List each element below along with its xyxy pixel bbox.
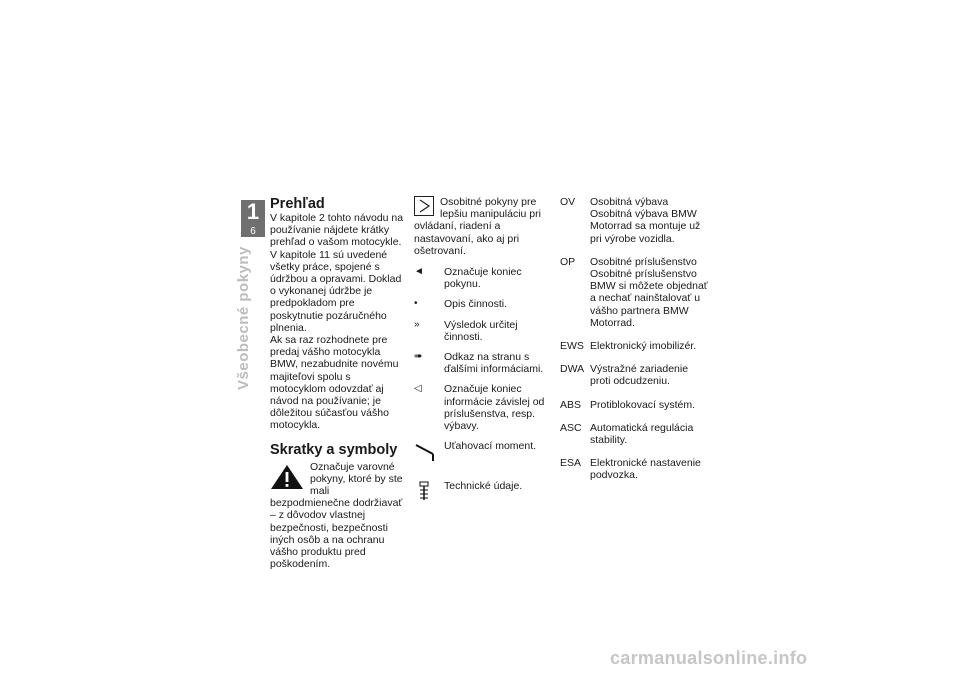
abbr-ov: OV Osobitná výbava Osobitná výbava BMW Motorrad sa montuje už pri výrobe vozidla. bbox=[560, 196, 701, 245]
symbol-row-end: ◄ Označuje koniec pokynu. bbox=[414, 266, 522, 291]
bullet-icon: • bbox=[414, 298, 418, 310]
column-abbreviations bbox=[560, 196, 710, 493]
overview-paragraph-1: V kapitole 2 tohto návodu na používanie nájdete krátky prehľad o vašom motocykle. V kapitole 11 sú uvedené všetky práce, spojené s údržbou a opravami. Doklad o vykonanej údržbe je predpokladom pre poskytnutie pozáručného plnenia. bbox=[270, 212, 404, 334]
abbr-dwa: DWA Výstražné zariadenie proti odcudzeniu. bbox=[560, 363, 689, 388]
torque-wrench-icon bbox=[414, 440, 438, 462]
abbr-ews: EWS Elektronický imobilizér. bbox=[560, 340, 697, 353]
chapter-number: 1 bbox=[246, 199, 260, 224]
symbol-row-technical: Technické údaje. bbox=[414, 480, 554, 506]
section-title: Všeobecné pokyny bbox=[235, 246, 252, 390]
hint-block bbox=[414, 196, 554, 257]
abbr-asc: ASC Automatická regulácia stability. bbox=[560, 421, 694, 447]
site-watermark: carmanualsonline.info bbox=[610, 648, 808, 668]
technical-data-icon bbox=[414, 480, 434, 502]
page-reference-icon: ➠ bbox=[414, 351, 423, 363]
equipment-end-icon: ◁ bbox=[414, 383, 422, 395]
hint-arrow-icon bbox=[414, 196, 434, 216]
symbol-row-torque: Uťahovací moment. bbox=[414, 440, 554, 466]
heading-overview: Prehľad bbox=[270, 196, 325, 212]
symbol-row-action: • Opis činnosti. bbox=[414, 298, 508, 311]
heading-abbreviations: Skratky a symboly bbox=[270, 441, 398, 458]
column-overview bbox=[270, 196, 408, 570]
warning-triangle-icon bbox=[270, 464, 304, 490]
page-number: 6 bbox=[250, 226, 256, 237]
symbol-row-result: » Výsledok určitej činnosti. bbox=[414, 318, 518, 343]
overview-paragraph-2: Ak sa raz rozhodnete pre predaj vášho motocykla BMW, nezabudnite novému majiteľovi spolu s motocyklom odovzdať aj návod na používanie; je dôležitou súčasťou vášho motocykla. bbox=[270, 334, 399, 432]
column-symbols bbox=[414, 196, 554, 515]
symbol-row-reference: ➠ Odkaz na stranu s ďalšími informáciami. bbox=[414, 351, 544, 376]
abbr-esa: ESA Elektronické nastavenie podvozka. bbox=[560, 457, 701, 482]
abbr-op: OP Osobitné príslušenstvo Osobitné príslušenstvo BMW si môžete objednať a nechať nainštalovať u vášho partnera BMW Motorrad. bbox=[560, 255, 708, 329]
end-marker-icon: ◄ bbox=[414, 266, 424, 278]
hint-text: Osobitné pokyny pre lepšiu manipuláciu pri ovládaní, riadení a nastavovaní, ako aj pri ošetrovaní. bbox=[414, 196, 541, 257]
symbol-row-equipment-end: ◁ Označuje koniec informácie závislej od príslušenstva, resp. výbavy. bbox=[414, 383, 545, 433]
warning-block bbox=[270, 461, 408, 571]
warning-text: Označuje varovné pokyny, ktoré by ste mali bezpodmienečne dodržiavať – z dôvodov vlastnej bezpečnosti, bezpečnosti iných osôb a na ochranu vášho produktu pred poškodením. bbox=[270, 460, 403, 571]
abbr-abs: ABS Protiblokovací systém. bbox=[560, 398, 696, 411]
result-icon: » bbox=[414, 318, 420, 330]
